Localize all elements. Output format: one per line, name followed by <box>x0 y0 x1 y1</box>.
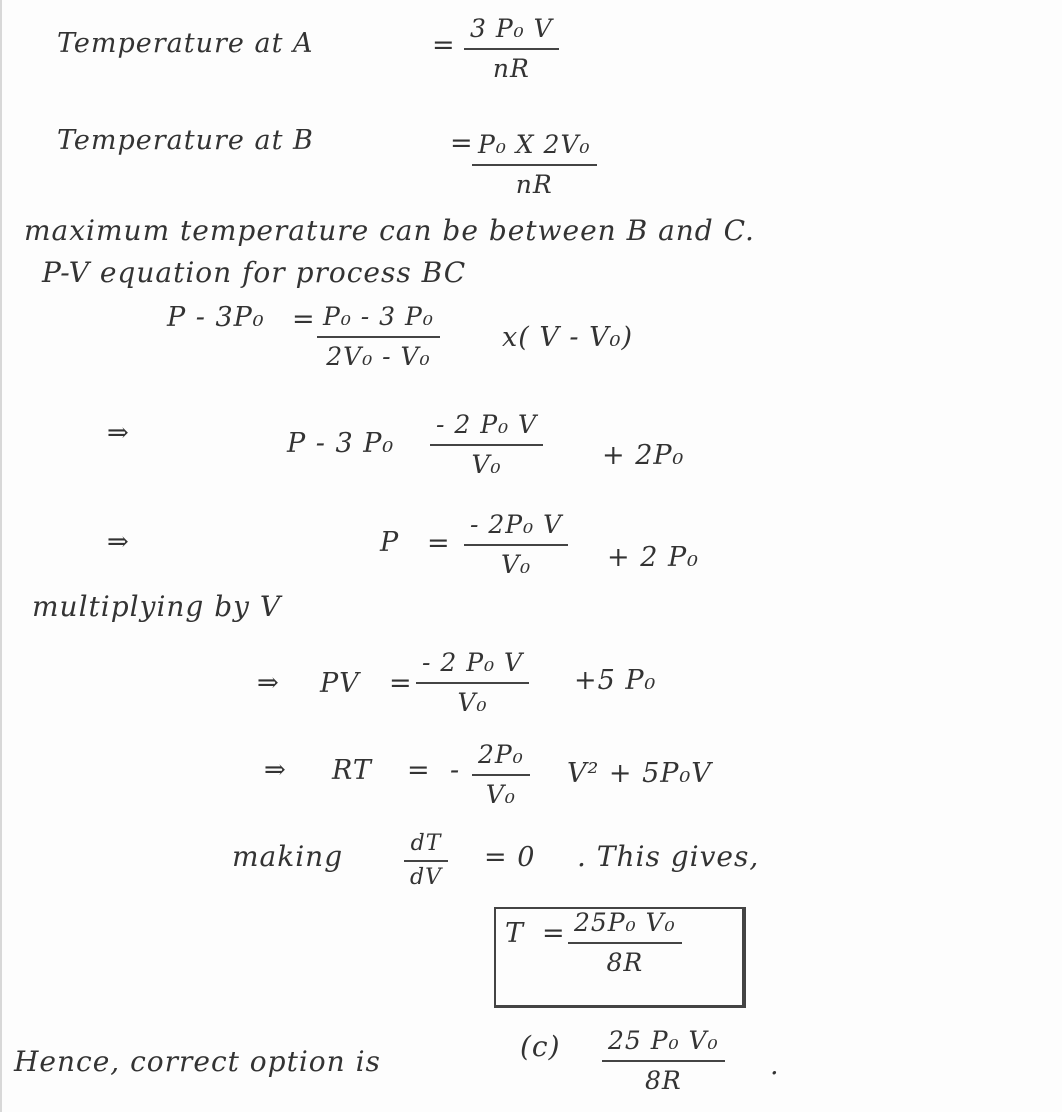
final-period: . <box>770 1050 780 1081</box>
final-option: (c) <box>520 1030 561 1063</box>
eq1-numerator: P₀ - 3 P₀ <box>323 302 434 331</box>
temp-a-numerator: 3 P₀ V <box>470 14 553 43</box>
eq1-fraction <box>317 300 440 374</box>
temp-b-label: Temperature at B <box>57 125 314 156</box>
eq2-lhs: P - 3 P₀ <box>287 428 395 459</box>
eq4-numerator: - 2 P₀ V <box>422 648 524 677</box>
temp-a-label: Temperature at A <box>57 28 314 59</box>
derivative-fraction <box>404 830 448 892</box>
eq1-equals: = <box>292 304 316 335</box>
eq2-numerator: - 2 P₀ V <box>436 410 538 439</box>
derivative-equals-zero: = 0 <box>484 842 536 873</box>
result-fraction <box>568 906 682 980</box>
eq5-minus: - <box>450 755 461 786</box>
derivative-numerator: dT <box>410 831 442 856</box>
eq5-fraction <box>472 738 530 812</box>
eq5-lhs: RT <box>332 755 372 786</box>
max-temp-line: maximum temperature can be between B and C. <box>24 214 755 247</box>
eq5-equals: = <box>407 755 431 786</box>
temp-b-fraction <box>472 128 597 202</box>
eq1-lhs: P - 3P₀ <box>167 302 265 333</box>
eq3-fraction <box>464 508 568 582</box>
eq3-numerator: - 2P₀ V <box>470 510 563 539</box>
fraction-bar <box>464 48 559 50</box>
implies-arrow: ⇒ <box>264 755 286 785</box>
result-denominator: 8R <box>606 948 644 977</box>
result-lhs: T <box>505 918 525 949</box>
eq3-rhs: + 2 P₀ <box>607 542 699 573</box>
eq3-denominator: V₀ <box>501 550 532 579</box>
eq5-numerator: 2P₀ <box>478 740 524 769</box>
multiplying-line: multiplying by V <box>32 590 282 623</box>
eq1-rhs: x( V - V₀) <box>502 322 633 353</box>
temp-b-numerator: P₀ X 2V₀ <box>478 130 591 159</box>
temp-a-denominator: nR <box>492 54 530 83</box>
fraction-bar <box>317 336 440 338</box>
eq1-denominator: 2V₀ - V₀ <box>326 342 431 371</box>
result-numerator: 25P₀ V₀ <box>574 908 676 937</box>
fraction-bar <box>602 1060 725 1062</box>
eq2-denominator: V₀ <box>471 450 502 479</box>
temp-b-equals: = <box>450 128 474 159</box>
temp-b-denominator: nR <box>515 170 553 199</box>
result-equals: = <box>542 918 566 949</box>
final-statement: Hence, correct option is <box>14 1045 381 1078</box>
implies-arrow: ⇒ <box>107 418 129 448</box>
temp-a-fraction <box>464 12 559 86</box>
eq4-denominator: V₀ <box>457 688 488 717</box>
implies-arrow: ⇒ <box>257 668 279 698</box>
fraction-bar <box>472 164 597 166</box>
fraction-bar <box>430 444 543 446</box>
eq2-fraction <box>430 408 543 482</box>
eq4-fraction <box>416 646 529 720</box>
derivative-denominator: dV <box>410 865 442 890</box>
pv-equation-line: P-V equation for process BC <box>42 256 467 289</box>
fraction-bar <box>568 942 682 944</box>
eq5-rhs: V² + 5P₀V <box>567 758 712 789</box>
eq4-equals: = <box>389 668 413 699</box>
eq5-denominator: V₀ <box>485 780 516 809</box>
final-numerator: 25 P₀ V₀ <box>608 1026 719 1055</box>
eq3-lhs: P <box>380 527 400 558</box>
fraction-bar <box>464 544 568 546</box>
eq3-equals: = <box>427 528 451 559</box>
eq4-rhs: +5 P₀ <box>574 665 657 696</box>
fraction-bar <box>416 682 529 684</box>
final-denominator: 8R <box>644 1066 682 1095</box>
making-word: making <box>232 840 344 873</box>
fraction-bar <box>404 860 448 862</box>
temp-a-equals: = <box>432 30 456 61</box>
final-fraction <box>602 1024 725 1098</box>
implies-arrow: ⇒ <box>107 527 129 557</box>
eq4-lhs: PV <box>320 668 360 699</box>
eq2-rhs: + 2P₀ <box>602 440 685 471</box>
fraction-bar <box>472 774 530 776</box>
this-gives-text: . This gives, <box>577 840 760 873</box>
